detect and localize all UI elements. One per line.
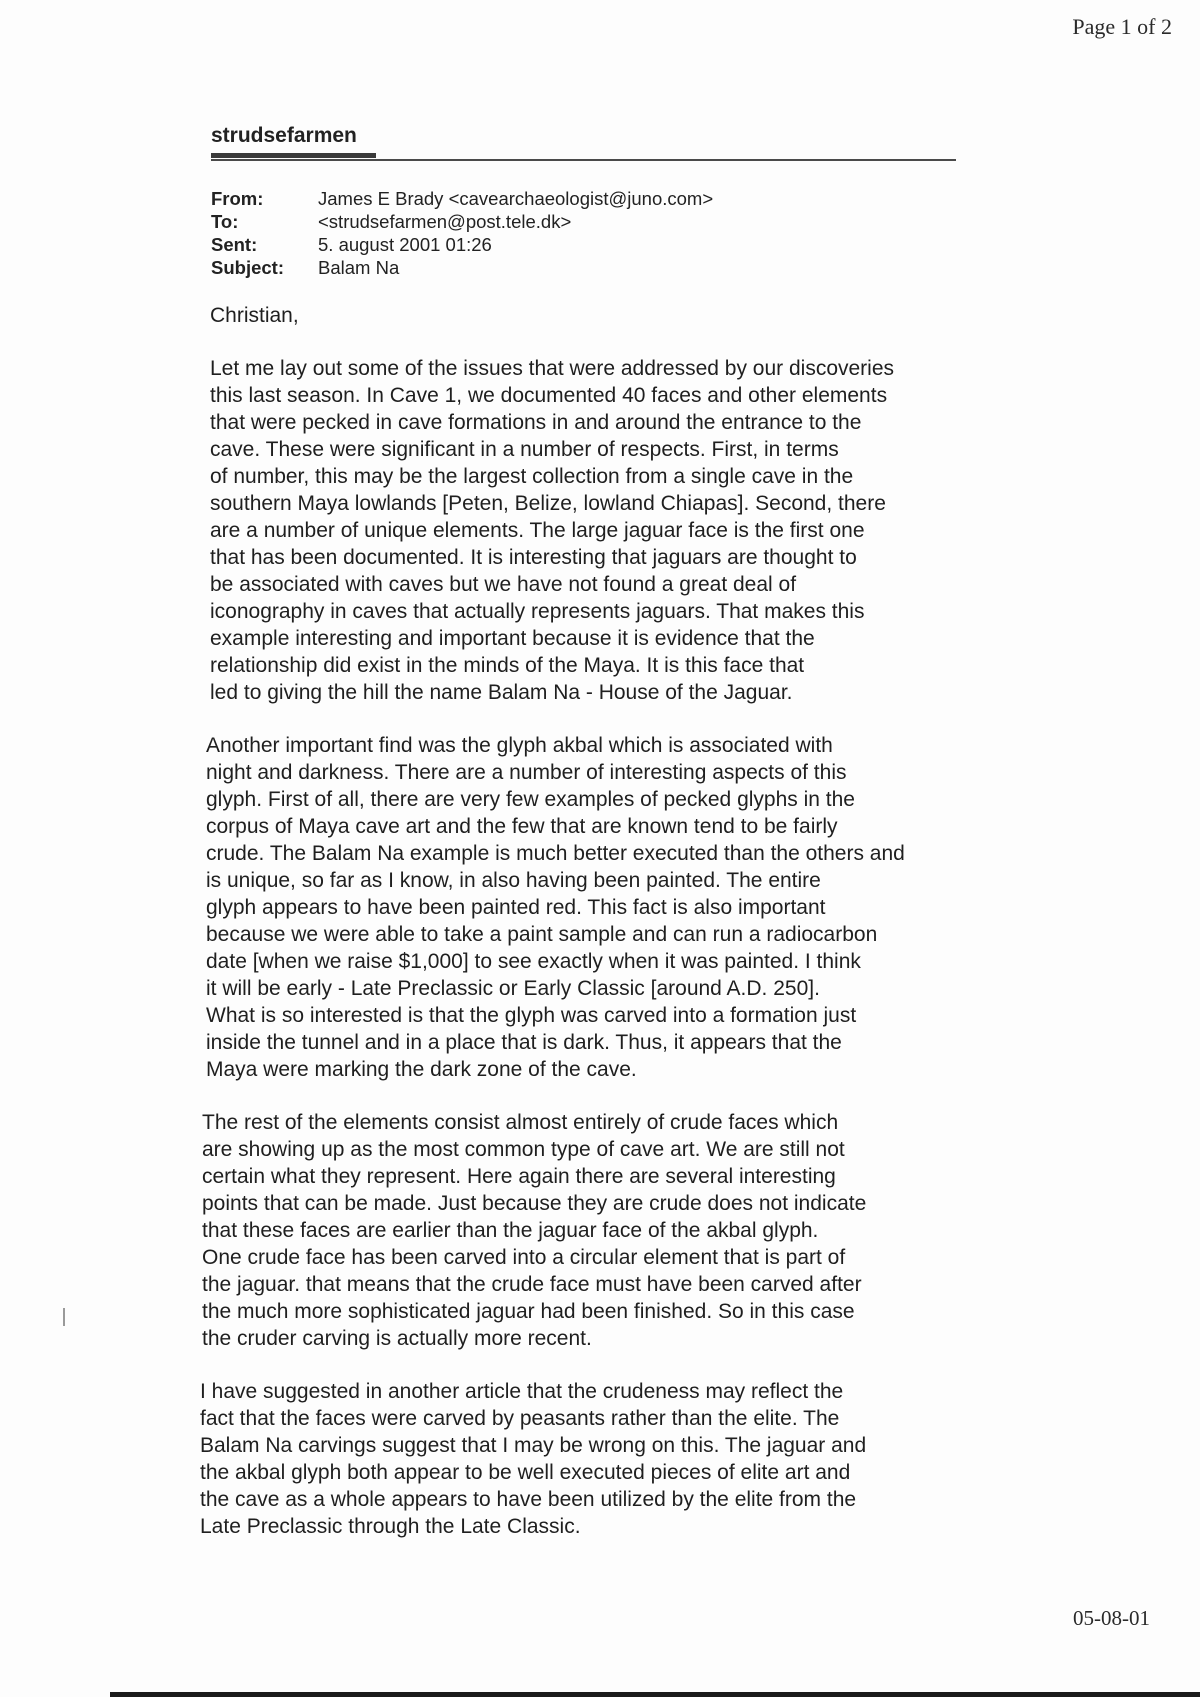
header-row-subject <box>211 256 713 279</box>
paragraph-4: I have suggested in another article that the crudeness may reflect the fact that the faces were carved by peasants rather than the elite. The Balam Na carvings suggest that I may be wrong on this. The jaguar and the akbal glyph both appear to be well executed pieces of elite art and the cave as a whole appears to have been utilized by the elite from the Late Preclassic through the Late Classic. <box>200 1380 867 1538</box>
scan-bottom-edge <box>110 1692 1200 1697</box>
sender-display-name: strudsefarmen <box>211 124 357 147</box>
scan-mark <box>63 1308 65 1326</box>
salutation: Christian, <box>210 304 299 327</box>
paragraph-1: Let me lay out some of the issues that were addressed by our discoveries this last season. In Cave 1, we documented 40 faces and other elements that were pecked in cave formations in and around the entrance to the cave. These were significant in a number of respects. First, in terms of number, this may be the largest collection from a single cave in the southern Maya lowlands [Peten, Belize, lowland Chiapas]. Second, there are a number of unique elements. The large jaguar face is the first one that has been documented. It is interesting that jaguars are thought to be associated with caves but we have not found a great deal of iconography in caves that actually represents jaguars. That makes this example interesting and important because it is evidence that the relationship did exist in the minds of the Maya. It is this face that led to giving the hill the name Balam Na - House of the Jaguar. <box>210 357 895 704</box>
header-row-sent <box>211 233 713 256</box>
page-number: Page 1 of 2 <box>1072 14 1172 39</box>
header-value-to: <strudsefarmen@post.tele.dk> <box>318 211 572 232</box>
header-value-subject: Balam Na <box>318 257 400 278</box>
header-label-from: From: <box>211 188 264 209</box>
header-row-to <box>211 210 713 233</box>
email-body <box>198 302 1058 1566</box>
header-value-from: James E Brady <cavearchaeologist@juno.com> <box>318 188 714 209</box>
header-rule-thin <box>211 159 956 161</box>
header-label-sent: Sent: <box>211 234 258 255</box>
header-label-to: To: <box>211 211 239 232</box>
header-value-sent: 5. august 2001 01:26 <box>318 234 492 255</box>
header-rule-thick <box>211 153 376 158</box>
header-label-subject: Subject: <box>211 257 284 278</box>
paragraph-2: Another important find was the glyph akbal which is associated with night and darkness. There are a number of interesting aspects of this glyph. First of all, there are very few examples of pecked glyphs in the corpus of Maya cave art and the few that are known tend to be fairly crude. The Balam Na example is much better executed than the others and is unique, so far as I know, in also having been painted. The entire glyph appears to have been painted red. This fact is also important because we were able to take a paint sample and can run a radiocarbon date [when we raise $1,000] to see exactly when it was painted. I think it will be early - Late Preclassic or Early Classic [around A.D. 250]. What is so interested is that the glyph was carved into a formation just inside the tunnel and in a place that is dark. Thus, it appears that the Maya were marking the dark zone of the cave. <box>206 734 905 1081</box>
email-headers <box>211 187 713 279</box>
header-row-from <box>211 187 713 210</box>
footer-date: 05-08-01 <box>1073 1606 1150 1630</box>
paragraph-3: The rest of the elements consist almost entirely of crude faces which are showing up as the most common type of cave art. We are still not certain what they represent. Here again there are several interesting points that can be made. Just because they are crude does not indicate that these faces are earlier than the jaguar face of the akbal glyph. One crude face has been carved into a circular element that is part of the jaguar. that means that the crude face must have been carved after the much more sophisticated jaguar had been finished. So in this case the cruder carving is actually more recent. <box>202 1111 867 1350</box>
